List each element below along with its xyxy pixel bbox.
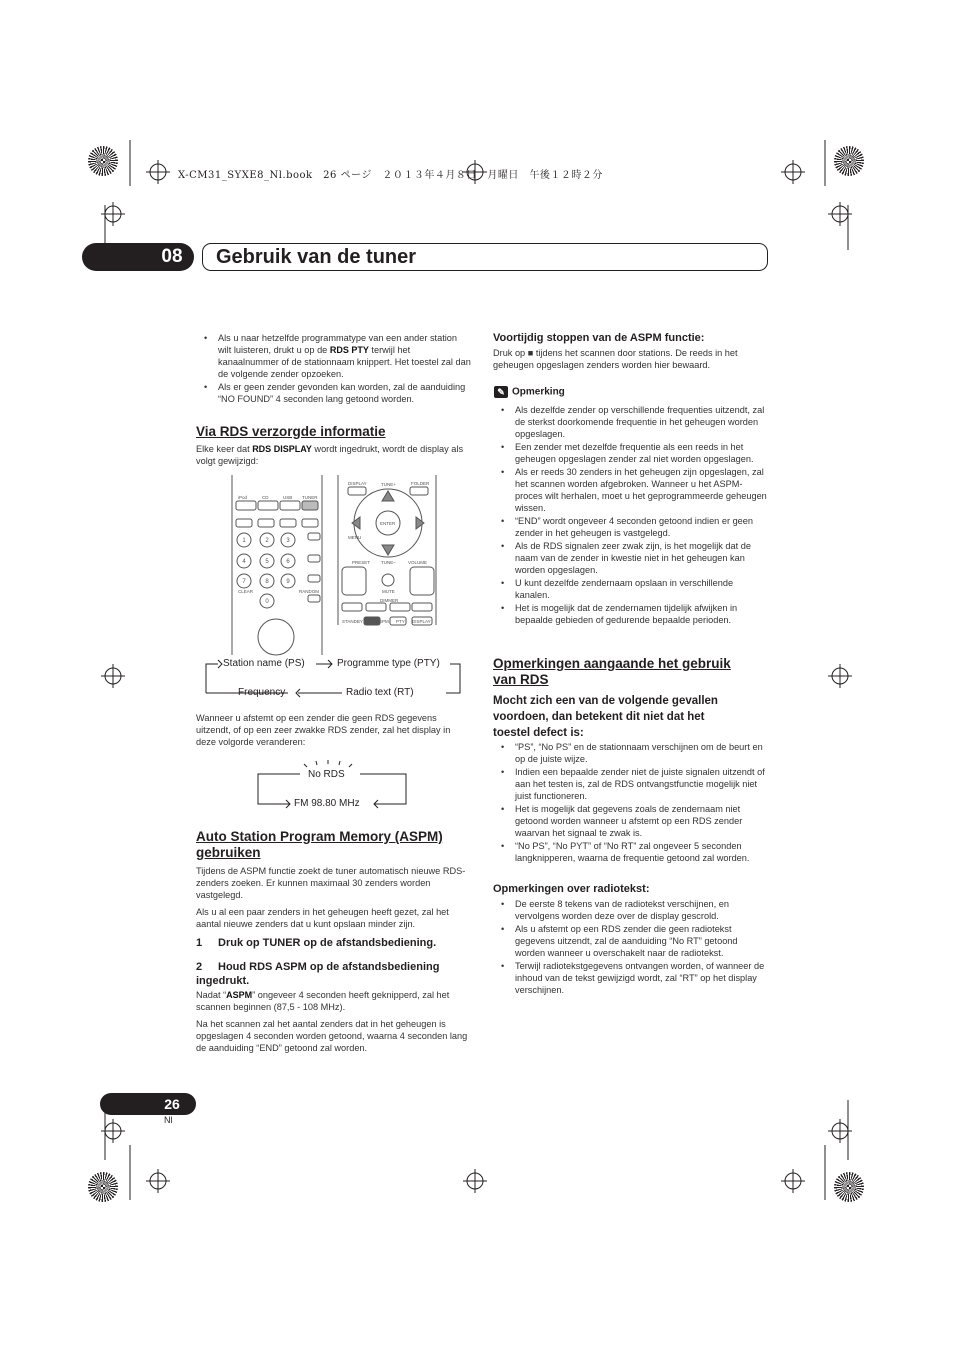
svg-text:DISPLAY: DISPLAY: [412, 619, 431, 624]
svg-text:VOLUME: VOLUME: [408, 560, 428, 565]
list-item: • Als dezelfde zender op verschillende frequenties uitzendt, zal de sterkst doorkomende frequentie in het geheugen worden opgeslagen.: [493, 404, 769, 440]
svg-text:0: 0: [265, 599, 269, 605]
intro-bullets: [196, 332, 471, 406]
svg-text:1: 1: [242, 538, 246, 544]
cycle-radio-text: Radio text (RT): [346, 687, 414, 698]
section-heading-remarks: Opmerkingen aangaande het gebruik van RDS: [493, 656, 731, 687]
list-item: • Het is mogelijk dat gegevens zoals de zendernaam niet getoond worden wanneer u afstemt op een RDS zender waarvan het signaal te zwak is.: [493, 803, 769, 839]
svg-text:PRESET: PRESET: [352, 560, 371, 565]
list-item: • “No PS”, “No PYT” of “No RT” zal ongeveer 5 seconden langknipperen, waarna de frequentie getoond zal worden.: [493, 840, 769, 864]
list-item: • Indien een bepaalde zender niet de juiste signalen uitzendt of aan het testen is, zal de RDS ontvangstfunctie mogelijk niet juist functioneren.: [493, 766, 769, 802]
no-rds-paragraph: Wanneer u afstemt op een zender die geen RDS gegevens uitzendt, of op een zeer zwakke RDS zender, zal het display in deze volgorde veranderen:: [196, 713, 451, 747]
cycle-frequency: Frequency: [238, 687, 286, 698]
svg-text:RANDOM: RANDOM: [299, 589, 319, 594]
list-item: • Terwijl radiotekstgegevens ontvangen worden, of wanneer de inhoud van de tekst gewijzigd wordt, zal “RT” op het display verschijnen.: [493, 960, 769, 996]
svg-text:CLEAR: CLEAR: [238, 589, 254, 594]
note-bullets: [493, 404, 769, 627]
svg-text:ENTER: ENTER: [380, 521, 396, 526]
svg-text:8: 8: [265, 579, 269, 585]
svg-text:FOLDER: FOLDER: [411, 481, 430, 486]
svg-text:9: 9: [286, 579, 290, 585]
svg-text:TUNER: TUNER: [302, 495, 318, 500]
defect-bullets: [493, 741, 769, 865]
step-2-details: Nadat “ASPM” ongeveer 4 seconden heeft geknipperd, zal het scannen beginnen (87,5 - 108 MHz). Na het scannen zal het aantal zenders dat in het geheugen is opgeslagen 4 seconden worden getoond, waarna 4 seconden lang de aanduiding “END” getoond zal worden.: [196, 990, 468, 1053]
cycle-station-name: Station name (PS): [223, 658, 305, 669]
chapter-number: 08: [161, 246, 183, 267]
list-item: • Als u naar hetzelfde programmatype van een ander station wilt luisteren, drukt u op de RDS PTY terwijl het kanaalnummer of de stationnaam knippert. Het toestel zal dan de volgende zender opzoeken.: [196, 332, 471, 380]
svg-text:5: 5: [265, 559, 269, 565]
print-header-meta: X-CM31_SYXE8_Nl.book 26 ページ ２０１３年４月８日 月曜日 午後１２時２分: [178, 170, 603, 181]
cycle-programme-type: Programme type (PTY): [337, 658, 440, 669]
svg-text:7: 7: [242, 579, 246, 585]
fm-frequency-label: FM 98.80 MHz: [294, 798, 360, 809]
svg-text:ASPM: ASPM: [376, 619, 389, 624]
step-2: 2 Houd RDS ASPM op de afstandsbediening ingedrukt.: [196, 961, 440, 987]
no-rds-label: No RDS: [308, 769, 345, 780]
list-item: • De eerste 8 tekens van de radiotekst verschijnen, en vervolgens worden deze over de display gescrold.: [493, 898, 769, 922]
section-heading-rds: Via RDS verzorgde informatie: [196, 424, 386, 439]
list-item: • Als er reeds 30 zenders in het geheugen zijn opgeslagen, zal het scannen worden afgebroken. Wanneer u het ASPM-proces wilt herhalen, moet u het geprogrammeerde geheugen wissen.: [493, 466, 769, 514]
svg-text:iPod: iPod: [238, 495, 248, 500]
list-item: • Als u afstemt op een RDS zender die geen radiotekst gegevens uitzendt, zal de aanduiding “No RT” getoond worden wanneer u overschakelt naar de radiotekst.: [493, 923, 769, 959]
radiotext-heading: Opmerkingen over radiotekst:: [493, 883, 650, 895]
list-item: • “END” wordt ongeveer 4 seconden getoond indien er geen zender in het geheugen is vastgelegd.: [493, 515, 769, 539]
section-heading-aspm: Auto Station Program Memory (ASPM) gebruiken: [196, 829, 443, 860]
list-item: • U kunt dezelfde zendernaam opslaan in verschillende kanalen.: [493, 577, 769, 601]
list-item: • “PS”, “No PS” en de stationnaam verschijnen om de beurt en op de juiste wijze.: [493, 741, 769, 765]
list-item: • Een zender met dezelfde frequentie als een reeds in het geheugen opgeslagen zender zal niet worden opgeslagen.: [493, 441, 769, 465]
svg-text:6: 6: [286, 559, 290, 565]
remote-control-illustration: [230, 475, 440, 660]
step-1: 1 Druk op TUNER op de afstandsbediening.: [196, 937, 437, 949]
note-icon: ✎: [494, 386, 508, 398]
svg-text:MENU: MENU: [348, 535, 362, 540]
svg-text:MUTE: MUTE: [382, 589, 395, 594]
defect-heading: Mocht zich een van de volgende gevallen voordoen, dan betekent dit niet dat het toestel defect is:: [493, 695, 718, 739]
list-item: • Als er geen zender gevonden kan worden, zal de aanduiding “NO FOUND” 4 seconden lang getoond worden.: [196, 381, 471, 405]
svg-text:4: 4: [242, 559, 246, 565]
chapter-title: Gebruik van de tuner: [216, 246, 417, 268]
svg-text:USB: USB: [283, 495, 293, 500]
radiotext-bullets: [493, 898, 769, 997]
stop-aspm-heading: Voortijdig stoppen van de ASPM functie:: [493, 332, 705, 344]
list-item: • Het is mogelijk dat de zendernamen tijdelijk afwijken in bepaalde gebieden of gedurende bepaalde perioden.: [493, 602, 769, 626]
svg-text:TUNE–: TUNE–: [381, 560, 396, 565]
note-heading: ✎ Opmerking: [494, 386, 565, 398]
svg-text:STANDBY: STANDBY: [342, 619, 363, 624]
svg-text:2: 2: [265, 538, 269, 544]
page-language: Nl: [164, 1115, 173, 1125]
rds-intro: Elke keer dat RDS DISPLAY wordt ingedrukt, wordt de display als volgt gewijzigd:: [196, 444, 464, 466]
svg-text:3: 3: [286, 538, 290, 544]
svg-text:PTY: PTY: [396, 619, 405, 624]
page-number: 26: [164, 1096, 180, 1112]
svg-text:CD: CD: [262, 495, 269, 500]
svg-text:DISPLAY: DISPLAY: [348, 481, 367, 486]
aspm-intro: Tijdens de ASPM functie zoekt de tuner automatisch nieuwe RDS-zenders zoeken. Er kunnen maximaal 30 zenders worden vastgelegd. Als u al een paar zenders in het geheugen heeft gezet, zal het aantal nieuwe zenders dat u kunt opslaan minder zijn.: [196, 866, 466, 929]
stop-aspm-paragraph: Druk op ■ tijdens het scannen door stations. De reeds in het geheugen opgeslagen zenders worden hier bewaard.: [493, 348, 738, 370]
svg-text:DIMMER: DIMMER: [380, 598, 399, 603]
list-item: • Als de RDS signalen zeer zwak zijn, is het mogelijk dat de naam van de zender in kwestie niet in het geheugen kan worden opgeslagen.: [493, 540, 769, 576]
svg-text:TUNE+: TUNE+: [381, 482, 396, 487]
